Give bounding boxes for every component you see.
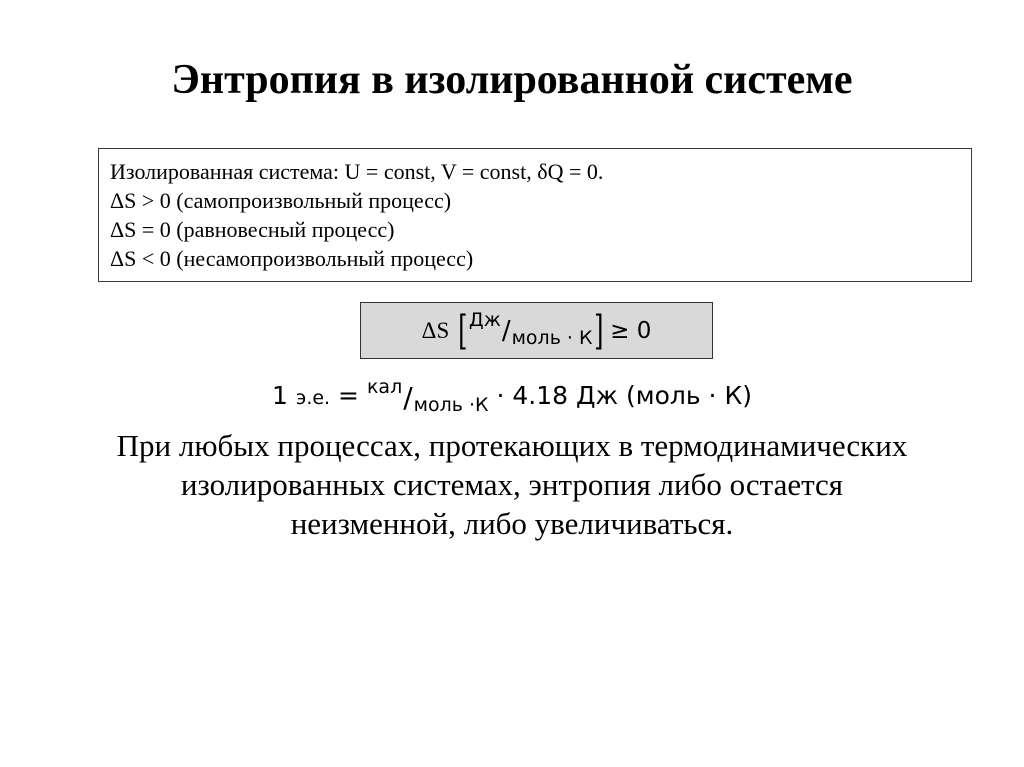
unit-eq-fraction xyxy=(367,376,489,420)
statement-line-3: неизменной, либо увеличиваться. xyxy=(290,506,734,541)
definition-line-equilibrium: ΔS = 0 (равновесный процесс) xyxy=(110,217,395,242)
bracket-open: [ xyxy=(458,307,468,354)
entropy-unit-equation xyxy=(0,374,1024,420)
unit-eq-numerator: кал xyxy=(366,376,403,398)
entropy-relation: ≥ 0 xyxy=(610,317,652,344)
statement-line-2: изолированных системах, энтропия либо остается xyxy=(180,467,844,502)
unit-denominator: моль · К xyxy=(511,326,593,349)
unit-eq-equals: = xyxy=(338,381,359,410)
entropy-formula-box xyxy=(360,302,713,359)
slide-title: Энтропия в изолированной системе xyxy=(171,57,853,103)
definition-line-spontaneous: ΔS > 0 (самопроизвольный процесс) xyxy=(110,188,452,213)
unit-eq-unit: э.е. xyxy=(295,387,331,409)
entropy-statement xyxy=(40,426,984,543)
bracket-close: ] xyxy=(593,307,604,354)
entropy-unit-fraction xyxy=(468,308,593,349)
entropy-symbol: ΔS xyxy=(421,317,450,343)
unit-eq-rhs: · 4.18 Дж (моль · К) xyxy=(496,381,752,410)
unit-eq-value: 1 xyxy=(272,381,288,410)
unit-eq-denominator: моль ·К xyxy=(413,394,489,416)
definition-box xyxy=(98,148,972,282)
unit-eq-slash: / xyxy=(403,381,413,414)
unit-numerator: Дж xyxy=(468,308,501,331)
definition-line-isolated-system: Изолированная система: U = const, V = const, δQ = 0. xyxy=(110,159,604,184)
definition-line-nonspontaneous: ΔS < 0 (несамопроизвольный процесс) xyxy=(110,246,474,271)
statement-line-1: При любых процессах, протекающих в термодинамических xyxy=(116,428,908,463)
unit-slash: / xyxy=(501,315,511,346)
